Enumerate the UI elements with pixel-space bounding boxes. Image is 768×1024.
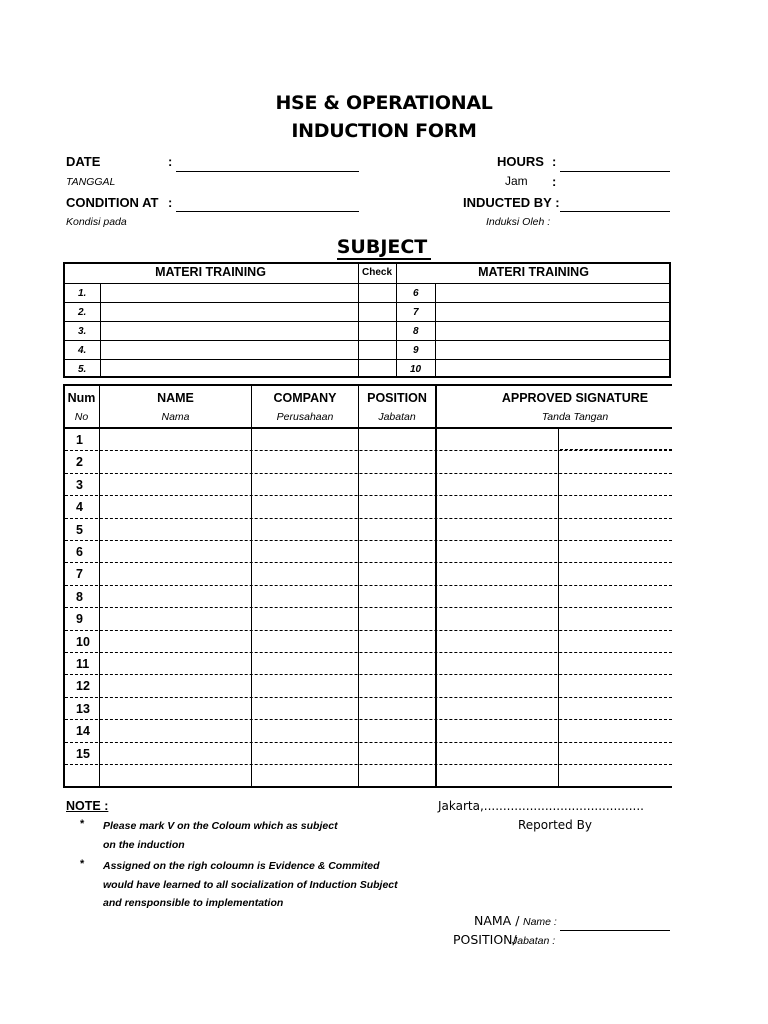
training-col-divider — [358, 262, 359, 378]
num-subheader: No — [74, 411, 89, 423]
attendance-row[interactable] — [100, 586, 672, 608]
attendance-row[interactable] — [100, 519, 672, 541]
jam-colon: : — [552, 174, 557, 189]
inducted-by-sublabel: Induksi Oleh : — [486, 216, 551, 228]
training-row-divider — [63, 321, 671, 322]
attendance-row-num: 12 — [76, 679, 90, 693]
training-num: 6 — [413, 288, 419, 299]
hours-field[interactable] — [560, 171, 670, 172]
note-label: NOTE : — [66, 799, 109, 813]
date-colon: : — [168, 154, 173, 169]
signature-row-divider — [560, 449, 672, 450]
training-num: 8 — [413, 326, 419, 337]
nama-sublabel: Name : — [523, 916, 557, 928]
signature-header: APPROVED SIGNATURE — [501, 391, 649, 405]
attendance-row-num: 14 — [76, 724, 90, 738]
attendance-row[interactable] — [100, 631, 672, 653]
attendance-row-num: 7 — [76, 567, 83, 581]
training-col-divider — [100, 283, 101, 378]
training-num: 1. — [78, 288, 87, 299]
date-label: DATE — [66, 154, 101, 169]
training-check-header: Check — [361, 267, 392, 278]
note-line: Please mark V on the Coloum which as subject — [103, 820, 338, 832]
attendance-row-num: 4 — [76, 500, 83, 514]
training-num: 9 — [413, 345, 419, 356]
attendance-row-num: 13 — [76, 702, 90, 716]
position-sublabel: Jabatan : — [512, 935, 556, 947]
attendance-row[interactable] — [100, 541, 672, 563]
attendance-row-num: 8 — [76, 590, 83, 604]
note-line: Assigned on the righ coloumn is Evidence & Commited — [103, 860, 380, 872]
attendance-row-num: 5 — [76, 523, 83, 537]
position-header: POSITION — [367, 391, 427, 405]
date-sublabel: TANGGAL — [66, 176, 116, 188]
training-num: 5. — [78, 364, 87, 375]
form-title-line2: INDUCTION FORM — [291, 120, 477, 142]
company-header: COMPANY — [273, 391, 337, 405]
note-line: on the induction — [103, 839, 185, 851]
training-num: 10 — [410, 364, 422, 375]
training-right-header: MATERI TRAINING — [478, 265, 589, 279]
training-col-divider — [396, 262, 397, 378]
form-title-line1: HSE & OPERATIONAL — [275, 92, 493, 114]
attendance-row[interactable] — [100, 496, 672, 518]
inducted-by-label: INDUCTED BY : — [463, 195, 560, 210]
attendance-row-num: 1 — [76, 433, 83, 447]
attendance-row-num: 9 — [76, 612, 83, 626]
training-col-divider — [435, 283, 436, 378]
signature-subheader: Tanda Tangan — [541, 411, 609, 423]
attendance-row[interactable] — [100, 451, 672, 473]
attendance-row[interactable] — [100, 563, 672, 585]
jam-label: Jam — [505, 174, 528, 188]
attendance-row[interactable] — [100, 675, 672, 697]
subject-text: SUBJECT — [337, 236, 432, 260]
condition-colon: : — [168, 195, 173, 210]
hours-label: HOURS — [497, 154, 544, 169]
attendance-row-num: 3 — [76, 478, 83, 492]
num-header: Num — [67, 391, 96, 405]
attendance-row[interactable] — [100, 743, 672, 765]
condition-sublabel: Kondisi pada — [66, 216, 127, 228]
date-field[interactable] — [176, 171, 359, 172]
note-bullet: * — [80, 818, 85, 830]
attendance-row[interactable] — [100, 429, 672, 451]
attendance-row-num: 6 — [76, 545, 83, 559]
note-bullet: * — [80, 858, 85, 870]
nama-field[interactable] — [560, 930, 670, 931]
training-row-divider — [63, 359, 671, 360]
company-subheader: Perusahaan — [276, 411, 334, 423]
training-left-header: MATERI TRAINING — [155, 265, 266, 279]
name-header: NAME — [157, 391, 194, 405]
attendance-row[interactable] — [100, 720, 672, 742]
hours-colon: : — [552, 154, 557, 169]
training-num: 4. — [78, 345, 87, 356]
place-date: Jakarta,.......................................... — [438, 799, 644, 813]
attendance-row-num: 15 — [76, 747, 90, 761]
attendance-row[interactable] — [100, 608, 672, 630]
attendance-row-num: 11 — [76, 657, 90, 671]
condition-field[interactable] — [176, 211, 359, 212]
name-subheader: Nama — [161, 411, 190, 423]
attendance-row[interactable] — [100, 474, 672, 496]
attendance-row[interactable] — [100, 653, 672, 675]
training-num: 3. — [78, 326, 87, 337]
note-line: would have learned to all socialization of Induction Subject — [103, 879, 398, 891]
attendance-row-num: 2 — [76, 455, 83, 469]
training-row-divider — [63, 302, 671, 303]
condition-label: CONDITION AT — [66, 195, 159, 210]
position-subheader: Jabatan — [378, 411, 416, 423]
attendance-row[interactable] — [100, 698, 672, 720]
training-num: 2. — [78, 307, 87, 318]
reported-by-label: Reported By — [518, 818, 592, 832]
training-table — [63, 262, 671, 378]
position-label: POSITION/ — [453, 932, 517, 947]
training-num: 7 — [413, 307, 419, 318]
subject-heading — [0, 236, 768, 258]
training-row-divider — [63, 340, 671, 341]
attendance-row-num: 10 — [76, 635, 90, 649]
training-row-divider — [63, 283, 671, 284]
note-line: and rensponsible to implementation — [103, 897, 284, 909]
nama-label: NAMA / — [474, 913, 520, 928]
inducted-by-field[interactable] — [560, 211, 670, 212]
